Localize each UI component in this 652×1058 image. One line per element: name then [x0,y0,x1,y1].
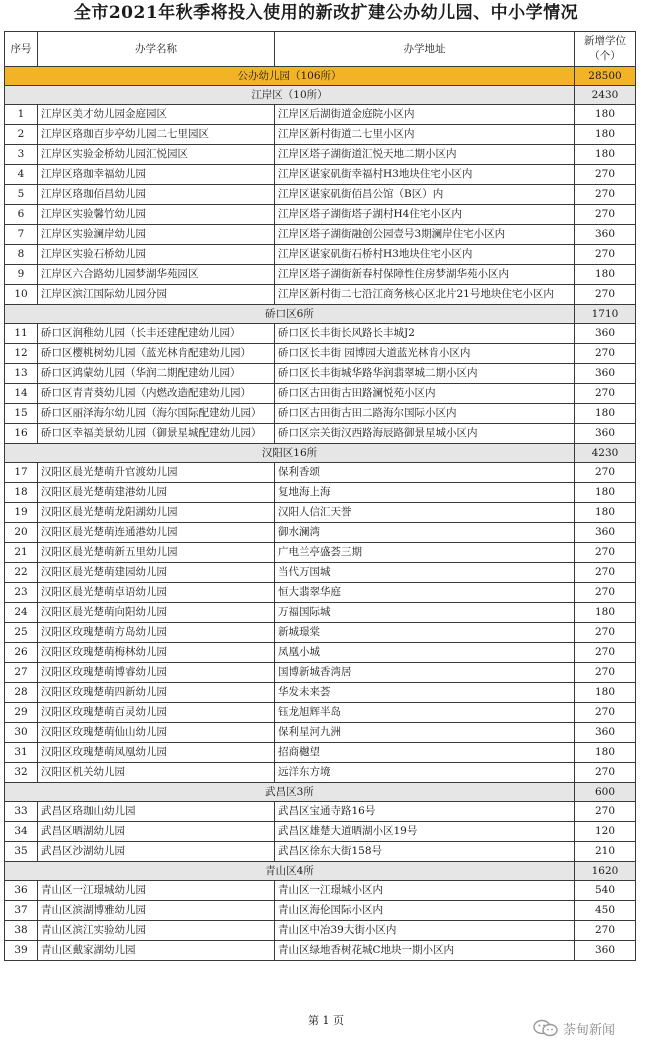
row-school-name: 硚口区幸福美景幼儿园（御景星城配建幼儿园） [38,424,275,444]
table-row [5,822,636,842]
table-row [5,105,636,125]
table-row [5,623,636,643]
row-school-name: 汉阳区晨光楚萌向阳幼儿园 [38,603,275,623]
row-school-name: 江岸区实验石桥幼儿园 [38,245,275,265]
header-address: 办学地址 [275,32,575,67]
row-seq: 25 [5,623,38,643]
row-seq: 13 [5,364,38,384]
row-seats: 180 [575,503,636,523]
row-seats: 360 [575,523,636,543]
row-seats: 120 [575,822,636,842]
row-seq: 28 [5,683,38,703]
district-total: 2430 [575,86,636,105]
row-seats: 450 [575,901,636,921]
row-seats: 270 [575,802,636,822]
table-header-row [5,32,636,67]
row-school-name: 青山区戴家湖幼儿园 [38,941,275,961]
row-school-name: 汉阳区晨光楚萌龙阳湖幼儿园 [38,503,275,523]
row-address: 硚口区古田街古田路澜悦苑小区内 [275,384,575,404]
row-seats: 180 [575,683,636,703]
table-row [5,483,636,503]
row-address: 青山区中冶39大街小区内 [275,921,575,941]
row-seats: 270 [575,921,636,941]
row-seq: 38 [5,921,38,941]
table-row [5,683,636,703]
row-seq: 27 [5,663,38,683]
category-label: 公办幼儿园（106所） [5,67,575,86]
district-row [5,444,636,463]
row-seq: 22 [5,563,38,583]
row-address: 当代万国城 [275,563,575,583]
row-seats: 360 [575,723,636,743]
row-seq: 15 [5,404,38,424]
table-row [5,941,636,961]
table-row [5,205,636,225]
row-school-name: 汉阳区玫瑰楚萌方岛幼儿园 [38,623,275,643]
row-seq: 31 [5,743,38,763]
row-seq: 21 [5,543,38,563]
row-school-name: 青山区滨江实验幼儿园 [38,921,275,941]
row-seats: 270 [575,165,636,185]
row-school-name: 江岸区珞珈幸福幼儿园 [38,165,275,185]
row-seats: 270 [575,185,636,205]
row-address: 江岸区塔子湖街道汇悦天地二期小区内 [275,145,575,165]
row-school-name: 青山区一江璟城幼儿园 [38,881,275,901]
row-school-name: 硚口区丽泽海尔幼儿园（海尔国际配建幼儿园） [38,404,275,424]
table-row [5,643,636,663]
district-total: 1620 [575,862,636,881]
row-school-name: 硚口区樱桃树幼儿园（蓝光林肯配建幼儿园） [38,344,275,364]
row-address: 江岸区新村街二七沿江商务核心区北片21号地块住宅小区内 [275,285,575,305]
table-row [5,424,636,444]
row-seats: 210 [575,842,636,862]
table-row [5,543,636,563]
header-seats: 新增学位 （个） [575,32,636,67]
row-seats: 270 [575,643,636,663]
row-school-name: 汉阳区晨光楚萌新五里幼儿园 [38,543,275,563]
row-address: 武昌区宝通寺路16号 [275,802,575,822]
row-seq: 23 [5,583,38,603]
row-address: 江岸区塔子湖街融创公园壹号3期澜岸住宅小区内 [275,225,575,245]
row-seq: 20 [5,523,38,543]
table-row [5,763,636,783]
district-total: 4230 [575,444,636,463]
table-row [5,245,636,265]
row-seq: 5 [5,185,38,205]
table-row [5,703,636,723]
district-row [5,305,636,324]
row-address: 国博新城香湾居 [275,663,575,683]
table-row [5,324,636,344]
row-address: 远洋东方境 [275,763,575,783]
table-row [5,463,636,483]
row-seats: 270 [575,245,636,265]
table-row [5,901,636,921]
table-row [5,723,636,743]
row-seq: 12 [5,344,38,364]
row-address: 江岸区谌家矶街石桥村H3地块住宅小区内 [275,245,575,265]
table-row [5,583,636,603]
district-row [5,783,636,802]
row-seq: 33 [5,802,38,822]
row-seq: 26 [5,643,38,663]
row-seq: 39 [5,941,38,961]
row-seq: 1 [5,105,38,125]
row-school-name: 青山区滨湖博雅幼儿园 [38,901,275,921]
row-address: 武昌区徐东大街158号 [275,842,575,862]
row-seats: 270 [575,384,636,404]
row-school-name: 汉阳区晨光楚萌建港幼儿园 [38,483,275,503]
table-row [5,185,636,205]
table-row [5,145,636,165]
table-row [5,344,636,364]
row-seq: 37 [5,901,38,921]
row-school-name: 江岸区实验金桥幼儿园汇悦园区 [38,145,275,165]
table-row [5,364,636,384]
row-school-name: 汉阳区玫瑰楚萌博睿幼儿园 [38,663,275,683]
row-seq: 10 [5,285,38,305]
row-school-name: 硚口区润稚幼儿园（长丰还建配建幼儿园） [38,324,275,344]
row-seq: 32 [5,763,38,783]
row-address: 钰龙旭辉半岛 [275,703,575,723]
table-row [5,663,636,683]
row-address: 恒大翡翠华庭 [275,583,575,603]
row-address: 江岸区新村街道二七里小区内 [275,125,575,145]
row-address: 江岸区谌家矶街佰昌公馆（B区）内 [275,185,575,205]
row-school-name: 江岸区实验澜岸幼儿园 [38,225,275,245]
row-school-name: 硚口区鸿蒙幼儿园（华润二期配建幼儿园） [38,364,275,384]
row-seats: 540 [575,881,636,901]
row-address: 御水澜湾 [275,523,575,543]
row-address: 招商樾望 [275,743,575,763]
header-seq: 序号 [5,32,38,67]
row-address: 保利星河九洲 [275,723,575,743]
row-seats: 180 [575,404,636,424]
school-table [4,31,636,961]
row-address: 新城璟棠 [275,623,575,643]
row-address: 硚口区长丰街长风路长丰城J2 [275,324,575,344]
district-row [5,86,636,105]
row-school-name: 汉阳区晨光楚萌连通港幼儿园 [38,523,275,543]
row-seq: 17 [5,463,38,483]
district-label: 硚口区6所 [5,305,575,324]
page-title: 全市2021年秋季将投入使用的新改扩建公办幼儿园、中小学情况 [73,3,579,23]
row-address: 复地海上海 [275,483,575,503]
row-school-name: 江岸区滨江国际幼儿园分园 [38,285,275,305]
row-school-name: 江岸区六合路幼儿园梦湖华苑园区 [38,265,275,285]
district-label: 汉阳区16所 [5,444,575,463]
row-seats: 270 [575,463,636,483]
row-seq: 3 [5,145,38,165]
row-address: 保利香颂 [275,463,575,483]
table-row [5,404,636,424]
row-seats: 360 [575,941,636,961]
row-seq: 18 [5,483,38,503]
row-seats: 270 [575,543,636,563]
row-seq: 6 [5,205,38,225]
table-row [5,285,636,305]
row-seats: 270 [575,663,636,683]
wechat-icon [532,1018,560,1038]
row-school-name: 汉阳区晨光楚萌升官渡幼儿园 [38,463,275,483]
row-school-name: 硚口区青青葵幼儿园（内燃改造配建幼儿园） [38,384,275,404]
table-row [5,802,636,822]
row-seats: 270 [575,703,636,723]
watermark [532,1018,615,1038]
row-school-name: 武昌区晒湖幼儿园 [38,822,275,842]
category-row [5,67,636,86]
row-seats: 270 [575,285,636,305]
row-seq: 4 [5,165,38,185]
district-label: 青山区4所 [5,862,575,881]
row-school-name: 江岸区美才幼儿园金庭园区 [38,105,275,125]
district-total: 1710 [575,305,636,324]
row-school-name: 汉阳区玫瑰楚萌凤凰幼儿园 [38,743,275,763]
category-total: 28500 [575,67,636,86]
row-seq: 36 [5,881,38,901]
row-seq: 14 [5,384,38,404]
row-address: 江岸区后湖街道金庭院小区内 [275,105,575,125]
row-address: 武昌区雄楚大道晒湖小区19号 [275,822,575,842]
row-seats: 360 [575,424,636,444]
row-address: 江岸区塔子湖街新春村保障性住房梦湖华苑小区内 [275,265,575,285]
row-seq: 19 [5,503,38,523]
row-seats: 270 [575,583,636,603]
row-school-name: 汉阳区玫瑰楚萌梅林幼儿园 [38,643,275,663]
row-seats: 270 [575,763,636,783]
row-seq: 24 [5,603,38,623]
table-row [5,125,636,145]
header-name: 办学名称 [38,32,275,67]
row-seats: 270 [575,344,636,364]
district-row [5,862,636,881]
row-seq: 9 [5,265,38,285]
row-seats: 270 [575,563,636,583]
row-school-name: 汉阳区玫瑰楚萌仙山幼儿园 [38,723,275,743]
table-row [5,881,636,901]
row-address: 青山区绿地香树花城C地块一期小区内 [275,941,575,961]
watermark-text: 荼甸新闻 [563,1022,616,1038]
row-address: 江岸区谌家矶街幸福村H3地块住宅小区内 [275,165,575,185]
row-seats: 360 [575,225,636,245]
row-address: 青山区海伦国际小区内 [275,901,575,921]
row-seats: 360 [575,364,636,384]
table-row [5,523,636,543]
row-seats: 180 [575,483,636,503]
table-row [5,225,636,245]
row-seats: 180 [575,125,636,145]
row-seq: 35 [5,842,38,862]
row-school-name: 汉阳区机关幼儿园 [38,763,275,783]
row-address: 凤凰小城 [275,643,575,663]
row-address: 硚口区长丰街 园博园大道蓝光林肯小区内 [275,344,575,364]
district-label: 江岸区（10所） [5,86,575,105]
row-seats: 180 [575,743,636,763]
row-address: 硚口区长丰街城华路华润翡翠城二期小区内 [275,364,575,384]
row-seats: 270 [575,205,636,225]
row-seq: 16 [5,424,38,444]
row-school-name: 汉阳区晨光楚萌建园幼儿园 [38,563,275,583]
row-school-name: 江岸区实验馨竹幼儿园 [38,205,275,225]
row-seq: 7 [5,225,38,245]
row-seq: 30 [5,723,38,743]
table-row [5,921,636,941]
row-seats: 180 [575,105,636,125]
row-school-name: 汉阳区晨光楚萌卓语幼儿园 [38,583,275,603]
table-row [5,603,636,623]
table-row [5,503,636,523]
row-address: 江岸区塔子湖街塔子湖村H4住宅小区内 [275,205,575,225]
row-address: 华发未来荟 [275,683,575,703]
row-school-name: 武昌区珞珈山幼儿园 [38,802,275,822]
district-total: 600 [575,783,636,802]
page-number: 第 1 页 [308,1014,344,1027]
table-row [5,743,636,763]
row-seq: 8 [5,245,38,265]
row-address: 广电兰亭盛荟三期 [275,543,575,563]
row-school-name: 汉阳区玫瑰楚萌百灵幼儿园 [38,703,275,723]
row-seats: 180 [575,603,636,623]
row-seq: 29 [5,703,38,723]
row-address: 青山区一江璟城小区内 [275,881,575,901]
table-row [5,265,636,285]
row-seq: 34 [5,822,38,842]
row-school-name: 江岸区珞珈佰昌幼儿园 [38,185,275,205]
row-school-name: 汉阳区玫瑰楚萌四新幼儿园 [38,683,275,703]
table-row [5,384,636,404]
row-address: 汉阳人信汇天誉 [275,503,575,523]
table-row [5,165,636,185]
table-row [5,563,636,583]
row-seq: 11 [5,324,38,344]
row-address: 万福国际城 [275,603,575,623]
row-school-name: 江岸区珞珈百步亭幼儿园二七里园区 [38,125,275,145]
row-school-name: 武昌区沙湖幼儿园 [38,842,275,862]
table-row [5,842,636,862]
row-seats: 180 [575,145,636,165]
row-seq: 2 [5,125,38,145]
row-seats: 270 [575,623,636,643]
row-seats: 180 [575,265,636,285]
row-address: 硚口区古田街古田二路海尔国际小区内 [275,404,575,424]
row-address: 硚口区宗关街汉西路海辰路御景星城小区内 [275,424,575,444]
district-label: 武昌区3所 [5,783,575,802]
row-seats: 360 [575,324,636,344]
